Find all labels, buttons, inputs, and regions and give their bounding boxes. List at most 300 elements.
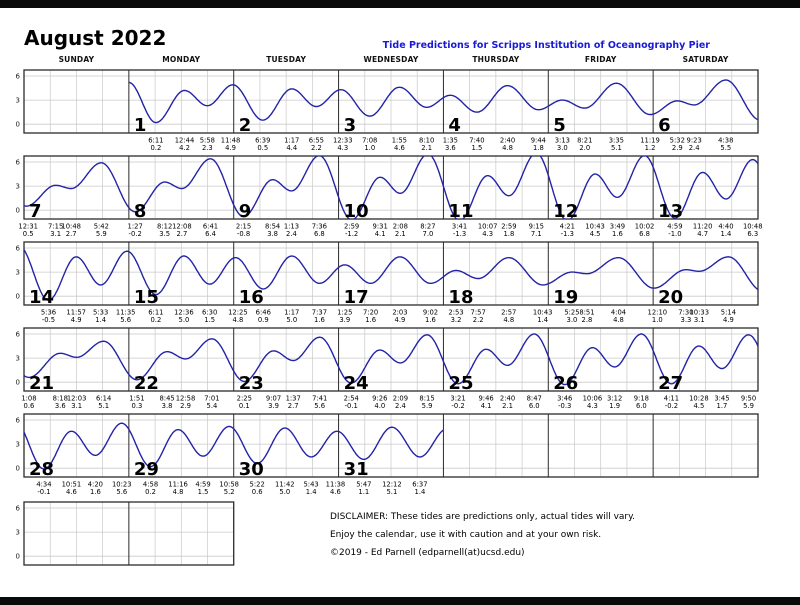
- tide-height-label: 3.1: [71, 402, 83, 410]
- day-number: 10: [343, 201, 369, 222]
- y-axis-tick-label: 6: [15, 504, 20, 513]
- tide-height-label: 5.9: [743, 402, 754, 410]
- tide-time-label: 7:08: [362, 136, 378, 145]
- copyright-line: ©2019 - Ed Parnell (edparnell(at)ucsd.edu): [330, 548, 525, 558]
- tide-time-label: 7:41: [312, 394, 328, 403]
- tide-height-label: 4.8: [503, 316, 515, 324]
- tide-height-label: 2.9: [180, 402, 191, 410]
- week-row-2: [16, 156, 758, 219]
- tide-time-label: 8:10: [419, 136, 435, 145]
- day-number: 11: [448, 201, 474, 222]
- tide-height-label: 2.1: [502, 402, 513, 410]
- tide-time-label: 8:15: [419, 394, 435, 403]
- tide-time-label: 11:48: [220, 136, 241, 145]
- tide-time-label: 12:33: [332, 136, 353, 145]
- tide-height-label: 1.0: [364, 144, 376, 152]
- day-number: 16: [238, 287, 264, 308]
- tide-time-label: 11:57: [66, 308, 87, 317]
- day-number: 6: [658, 115, 671, 136]
- overflow-row: [16, 502, 234, 565]
- tide-time-label: 12:12: [382, 480, 402, 489]
- tide-height-label: 0.6: [23, 402, 35, 410]
- tide-time-label: 7:36: [311, 222, 327, 231]
- tide-time-label: 12:31: [18, 222, 38, 231]
- tide-height-label: 5.1: [98, 402, 110, 410]
- tide-height-label: 1.4: [305, 488, 317, 496]
- tide-time-label: 5:25: [564, 308, 580, 317]
- tide-height-label: 3.3: [680, 316, 692, 324]
- disclaimer-line-1: DISCLAIMER: These tides are predictions only, actual tides will vary.: [330, 512, 636, 522]
- weekday-header-friday: FRIDAY: [584, 55, 617, 64]
- tide-height-label: 0.5: [22, 230, 34, 238]
- tide-height-label: 4.0: [374, 402, 386, 410]
- y-axis-tick-label: 3: [15, 528, 20, 537]
- page-subtitle: Tide Predictions for Scripps Institution of Oceanography Pier: [382, 40, 710, 51]
- day-number: 2: [238, 115, 252, 136]
- y-axis-tick-label: 0: [15, 206, 20, 215]
- day-number: 18: [448, 287, 474, 308]
- day-number: 26: [553, 373, 579, 394]
- day-number: 22: [133, 373, 159, 394]
- tide-time-label: 4:11: [663, 394, 680, 403]
- tide-time-label: 8:21: [577, 136, 593, 145]
- tide-height-label: 5.4: [206, 402, 218, 410]
- day-number: 14: [29, 287, 55, 308]
- tide-time-label: 5:36: [40, 308, 57, 317]
- tide-height-label: 4.1: [480, 402, 492, 410]
- tide-time-label: 10:02: [634, 222, 655, 231]
- day-number: 7: [29, 201, 42, 222]
- y-axis-tick-label: 3: [15, 440, 20, 449]
- tide-time-label: 2:54: [343, 394, 359, 403]
- tide-time-label: 3:45: [714, 394, 730, 403]
- tide-time-label: 12:58: [175, 394, 196, 403]
- day-number: 30: [238, 459, 264, 480]
- tide-time-label: 10:07: [477, 222, 498, 231]
- tide-time-label: 10:43: [532, 308, 553, 317]
- tide-time-label: 3:12: [607, 394, 623, 403]
- tide-height-label: 2.2: [472, 316, 484, 324]
- tide-time-label: 7:37: [311, 308, 328, 317]
- day-number: 4: [448, 115, 461, 136]
- tide-height-label: 5.9: [421, 402, 433, 410]
- tide-height-label: 1.4: [414, 488, 426, 496]
- tide-height-label: 2.7: [287, 402, 299, 410]
- tide-time-label: 10:33: [689, 308, 710, 317]
- tide-height-label: 2.7: [65, 230, 77, 238]
- tide-time-label: 11:19: [640, 136, 660, 145]
- tide-time-label: 1:55: [391, 136, 408, 145]
- tide-height-label: 7.0: [422, 230, 434, 238]
- tide-height-label: 3.1: [693, 316, 705, 324]
- tide-time-label: 12:44: [174, 136, 195, 145]
- tide-time-label: 2:03: [392, 308, 408, 317]
- tide-height-label: 1.9: [609, 402, 621, 410]
- tide-height-label: 6.0: [528, 402, 540, 410]
- tide-time-label: 7:57: [470, 308, 486, 317]
- tide-height-label: 3.8: [267, 230, 279, 238]
- tide-time-label: 8:12: [157, 222, 173, 231]
- tide-time-label: 2:15: [235, 222, 252, 231]
- y-axis-tick-label: 6: [15, 158, 20, 167]
- tide-time-label: 9:18: [633, 394, 649, 403]
- tide-height-label: 4.9: [723, 316, 734, 324]
- tide-time-label: 6:46: [255, 308, 271, 317]
- tide-time-label: 2:09: [392, 394, 409, 403]
- tide-height-label: 5.6: [120, 316, 132, 324]
- y-axis-tick-label: 0: [15, 120, 20, 129]
- tide-height-label: 1.6: [365, 316, 377, 324]
- tide-height-label: 4.3: [337, 144, 349, 152]
- day-number: 31: [343, 459, 369, 480]
- tide-height-label: 1.7: [716, 402, 728, 410]
- tide-height-label: 0.5: [257, 144, 269, 152]
- tide-height-label: 2.4: [688, 144, 700, 152]
- day-number: 8: [133, 201, 147, 222]
- tide-time-label: 6:14: [96, 394, 112, 403]
- y-axis-tick-label: 6: [15, 72, 20, 81]
- tide-height-label: 1.6: [611, 230, 623, 238]
- tide-height-label: 2.1: [394, 230, 406, 238]
- tide-time-label: 6:11: [148, 136, 164, 145]
- tide-height-label: 2.8: [581, 316, 593, 324]
- tide-height-label: 3.2: [450, 316, 462, 324]
- tide-time-label: 11:16: [168, 480, 188, 489]
- weekday-header-wednesday: WEDNESDAY: [363, 55, 419, 64]
- tide-height-label: 6.4: [205, 230, 216, 238]
- day-number: 17: [343, 287, 369, 308]
- tide-height-label: 4.8: [232, 316, 244, 324]
- tide-time-label: 8:45: [159, 394, 175, 403]
- tide-time-label: 4:40: [718, 222, 734, 231]
- day-number: 27: [658, 373, 684, 394]
- tide-time-label: 4:58: [142, 480, 159, 489]
- day-number: 9: [238, 201, 252, 222]
- tide-height-label: 6.3: [747, 230, 759, 238]
- tide-time-label: 5:58: [199, 136, 215, 145]
- tide-time-label: 10:51: [61, 480, 82, 489]
- tide-height-label: 4.8: [502, 144, 513, 152]
- tide-time-label: 2:08: [392, 222, 408, 231]
- tide-time-label: 3:41: [451, 222, 468, 231]
- tide-height-label: 3.9: [268, 402, 279, 410]
- tide-time-label: 6:30: [202, 308, 218, 317]
- tide-height-label: 2.4: [286, 230, 297, 238]
- tide-height-label: 4.2: [179, 144, 190, 152]
- tide-height-label: 1.8: [532, 144, 544, 152]
- tide-time-label: 8:18: [52, 394, 68, 403]
- tide-time-label: 12:08: [172, 222, 192, 231]
- tide-time-label: 5:42: [93, 222, 109, 231]
- tide-time-label: 9:15: [528, 222, 544, 231]
- tide-time-label: 7:20: [362, 308, 379, 317]
- tide-height-label: 5.5: [720, 144, 732, 152]
- tide-time-label: 1:13: [283, 222, 300, 231]
- tide-time-label: 9:44: [530, 136, 547, 145]
- tide-time-label: 6:11: [148, 308, 164, 317]
- tide-time-label: 5:33: [93, 308, 109, 317]
- tide-height-label: 3.8: [161, 402, 173, 410]
- tide-height-label: 4.9: [394, 316, 406, 324]
- tide-height-label: 0.2: [145, 488, 156, 496]
- tide-height-label: 3.6: [444, 144, 456, 152]
- tide-time-label: 3:46: [557, 394, 573, 403]
- day-number: 20: [658, 287, 684, 308]
- tide-height-label: 1.4: [95, 316, 107, 324]
- tide-height-label: 1.6: [425, 316, 436, 324]
- tide-height-label: 5.1: [610, 144, 622, 152]
- tide-time-label: 5:14: [720, 308, 737, 317]
- y-axis-tick-label: 0: [15, 464, 20, 473]
- tide-time-label: 6:41: [202, 222, 219, 231]
- tide-height-label: 6.8: [313, 230, 325, 238]
- tide-time-label: 3:35: [608, 136, 625, 145]
- day-number: 13: [658, 201, 684, 222]
- tide-time-label: 11:20: [692, 222, 713, 231]
- weekday-header-sunday: SUNDAY: [58, 55, 95, 64]
- tide-height-label: 4.6: [393, 144, 405, 152]
- tide-time-label: 2:25: [236, 394, 252, 403]
- day-number: 23: [238, 373, 264, 394]
- tide-time-label: 2:40: [499, 394, 516, 403]
- tide-height-label: -0.8: [236, 230, 251, 238]
- footer-text-block: [330, 508, 635, 562]
- tide-height-label: 5.6: [116, 488, 128, 496]
- tide-height-label: 4.6: [330, 488, 341, 496]
- tide-time-label: 8:54: [264, 222, 281, 231]
- tide-height-label: -1.3: [560, 230, 574, 238]
- tide-time-label: 4:34: [36, 480, 52, 489]
- tide-height-label: 3.5: [159, 230, 171, 238]
- day-number: 1: [133, 115, 147, 136]
- tide-time-label: 8:47: [526, 394, 542, 403]
- tide-time-label: 9:02: [422, 308, 439, 317]
- day-number: 28: [29, 459, 55, 480]
- tide-height-label: 0.3: [131, 402, 143, 410]
- tide-height-label: 0.2: [150, 144, 162, 152]
- tide-time-label: 10:48: [61, 222, 81, 231]
- tide-height-label: 3.1: [50, 230, 62, 238]
- y-axis-tick-label: 0: [15, 378, 20, 387]
- tide-height-label: 6.8: [639, 230, 650, 238]
- tide-time-label: 10:43: [585, 222, 605, 231]
- tide-height-label: 1.5: [471, 144, 483, 152]
- tide-height-label: 4.3: [482, 230, 494, 238]
- tide-height-label: 1.6: [89, 488, 101, 496]
- tide-height-label: 4.8: [172, 488, 184, 496]
- tide-time-label: 5:22: [249, 480, 265, 489]
- tide-time-label: 3:21: [450, 394, 466, 403]
- tide-height-label: 4.5: [589, 230, 601, 238]
- tide-height-label: 3.0: [566, 316, 578, 324]
- tide-time-label: 7:01: [204, 394, 220, 403]
- y-axis-tick-label: 0: [15, 552, 20, 561]
- tide-time-label: 4:59: [667, 222, 683, 231]
- tide-time-label: 1:51: [129, 394, 145, 403]
- tide-height-label: 1.4: [720, 230, 732, 238]
- tide-time-label: 11:42: [275, 480, 295, 489]
- tide-time-label: 2:40: [499, 136, 516, 145]
- tide-height-label: -0.1: [344, 402, 358, 410]
- tide-height-label: 2.4: [394, 402, 406, 410]
- y-axis-tick-label: 6: [15, 330, 20, 339]
- tide-height-label: -0.1: [37, 488, 51, 496]
- y-axis-tick-label: 3: [15, 354, 20, 363]
- tide-height-label: 4.4: [286, 144, 298, 152]
- tide-height-label: 4.8: [613, 316, 624, 324]
- tide-height-label: 5.9: [95, 230, 107, 238]
- weekday-header-tuesday: TUESDAY: [266, 55, 307, 64]
- tide-height-label: 1.5: [204, 316, 216, 324]
- tide-height-label: -0.2: [664, 402, 679, 410]
- tide-time-label: 3:49: [609, 222, 626, 231]
- tide-height-label: 5.0: [178, 316, 190, 324]
- tide-height-label: 4.6: [65, 488, 77, 496]
- day-number: 3: [343, 115, 357, 136]
- page-title: August 2022: [24, 26, 167, 50]
- tide-height-label: 1.4: [537, 316, 549, 324]
- tide-time-label: 12:10: [647, 308, 668, 317]
- tide-time-label: 9:46: [478, 394, 494, 403]
- disclaimer-line-2: Enjoy the calendar, use it with caution and at your own risk.: [330, 530, 602, 540]
- tide-time-label: 12:03: [66, 394, 87, 403]
- tide-time-label: 8:51: [579, 308, 595, 317]
- day-number: 24: [343, 373, 369, 394]
- tide-time-label: 10:58: [219, 480, 239, 489]
- y-axis-tick-label: 3: [15, 268, 20, 277]
- tide-time-label: 4:59: [195, 480, 211, 489]
- tide-time-label: 7:40: [469, 136, 485, 145]
- tide-time-label: 5:32: [669, 136, 685, 145]
- tide-height-label: 5.0: [286, 316, 298, 324]
- tide-height-label: -0.2: [128, 230, 142, 238]
- tide-time-label: 1:27: [127, 222, 143, 231]
- tide-time-label: 9:50: [740, 394, 757, 403]
- weekday-header-saturday: SATURDAY: [682, 55, 729, 64]
- tide-time-label: 11:38: [325, 480, 346, 489]
- tide-time-label: 1:17: [284, 308, 300, 317]
- week-row-1: [16, 70, 758, 133]
- day-number: 15: [133, 287, 159, 308]
- tide-height-label: -1.2: [344, 230, 359, 238]
- tide-time-label: 10:23: [111, 480, 132, 489]
- tide-height-label: 4.9: [70, 316, 82, 324]
- tide-time-label: 10:48: [742, 222, 763, 231]
- tide-height-label: 2.1: [421, 144, 433, 152]
- tide-height-label: 1.0: [651, 316, 663, 324]
- tide-time-label: 6:55: [308, 136, 324, 145]
- tide-height-label: 5.6: [314, 402, 326, 410]
- tide-time-label: 9:31: [372, 222, 388, 231]
- tide-time-label: 7:15: [48, 222, 64, 231]
- tide-time-label: 1:08: [21, 394, 37, 403]
- tide-height-label: 5.0: [279, 488, 291, 496]
- tide-time-label: 4:04: [610, 308, 627, 317]
- weekday-header-monday: MONDAY: [162, 55, 201, 64]
- tide-height-label: 3.9: [339, 316, 351, 324]
- tide-height-label: 5.1: [386, 488, 398, 496]
- tide-height-label: 1.6: [314, 316, 325, 324]
- tide-time-label: 12:25: [228, 308, 248, 317]
- tide-time-label: 2:59: [501, 222, 517, 231]
- day-number: 12: [553, 201, 579, 222]
- tide-time-label: 1:17: [284, 136, 300, 145]
- tide-time-label: 6:39: [255, 136, 271, 145]
- tide-height-label: 6.0: [635, 402, 647, 410]
- tide-time-label: 1:37: [285, 394, 301, 403]
- tide-time-label: 1:25: [337, 308, 353, 317]
- tide-height-label: 0.1: [238, 402, 250, 410]
- tide-height-label: -0.3: [558, 402, 572, 410]
- y-axis-tick-label: 3: [15, 96, 20, 105]
- tide-time-label: 4:38: [718, 136, 734, 145]
- day-number: 21: [29, 373, 55, 394]
- tide-time-label: 4:21: [559, 222, 575, 231]
- tide-height-label: 2.2: [310, 144, 322, 152]
- tide-time-label: 2:53: [448, 308, 464, 317]
- tide-time-label: 7:30: [678, 308, 694, 317]
- day-number: 25: [448, 373, 474, 394]
- tide-height-label: 4.3: [587, 402, 598, 410]
- y-axis-tick-label: 3: [15, 182, 20, 191]
- tide-height-label: 3.6: [54, 402, 66, 410]
- tide-time-label: 10:28: [689, 394, 709, 403]
- tide-height-label: 1.5: [197, 488, 209, 496]
- tide-height-label: 4.5: [693, 402, 705, 410]
- tide-time-label: 8:27: [420, 222, 436, 231]
- tide-time-label: 11:35: [115, 308, 136, 317]
- tide-height-label: 4.1: [374, 230, 386, 238]
- tide-height-label: 0.2: [150, 316, 162, 324]
- tide-time-label: 9:23: [686, 136, 702, 145]
- tide-time-label: 9:26: [372, 394, 388, 403]
- y-axis-tick-label: 6: [15, 244, 20, 253]
- tide-height-label: 0.6: [251, 488, 263, 496]
- tide-height-label: 1.2: [644, 144, 656, 152]
- tide-height-label: 5.2: [223, 488, 235, 496]
- bottom-black-bar: [0, 597, 800, 605]
- tide-height-label: 4.9: [225, 144, 236, 152]
- tide-height-label: -1.3: [452, 230, 467, 238]
- tide-time-label: 2:59: [343, 222, 360, 231]
- tide-height-label: 7.1: [530, 230, 542, 238]
- tide-height-label: 0.9: [257, 316, 269, 324]
- y-axis-tick-label: 0: [15, 292, 20, 301]
- week-row-5: [16, 414, 758, 477]
- tide-height-label: 1.1: [358, 488, 370, 496]
- tide-height-label: -0.2: [451, 402, 465, 410]
- tide-height-label: 2.9: [671, 144, 683, 152]
- tide-height-label: -1.0: [668, 230, 682, 238]
- tide-height-label: 2.0: [579, 144, 591, 152]
- day-number: 29: [133, 459, 159, 480]
- day-number: 19: [553, 287, 579, 308]
- tide-time-label: 10:06: [582, 394, 603, 403]
- tide-time-label: 1:35: [442, 136, 458, 145]
- tide-height-label: -0.5: [41, 316, 56, 324]
- tide-time-label: 6:37: [412, 480, 428, 489]
- weekday-header-thursday: THURSDAY: [472, 55, 520, 64]
- tide-time-label: 5:43: [303, 480, 319, 489]
- tide-height-label: 4.7: [697, 230, 709, 238]
- tide-time-label: 3:13: [554, 136, 570, 145]
- tide-height-label: 1.8: [503, 230, 515, 238]
- y-axis-tick-label: 6: [15, 416, 20, 425]
- tide-height-label: 2.7: [176, 230, 188, 238]
- tide-time-label: 5:47: [356, 480, 372, 489]
- day-number: 5: [553, 115, 566, 136]
- tide-time-label: 4:20: [87, 480, 103, 489]
